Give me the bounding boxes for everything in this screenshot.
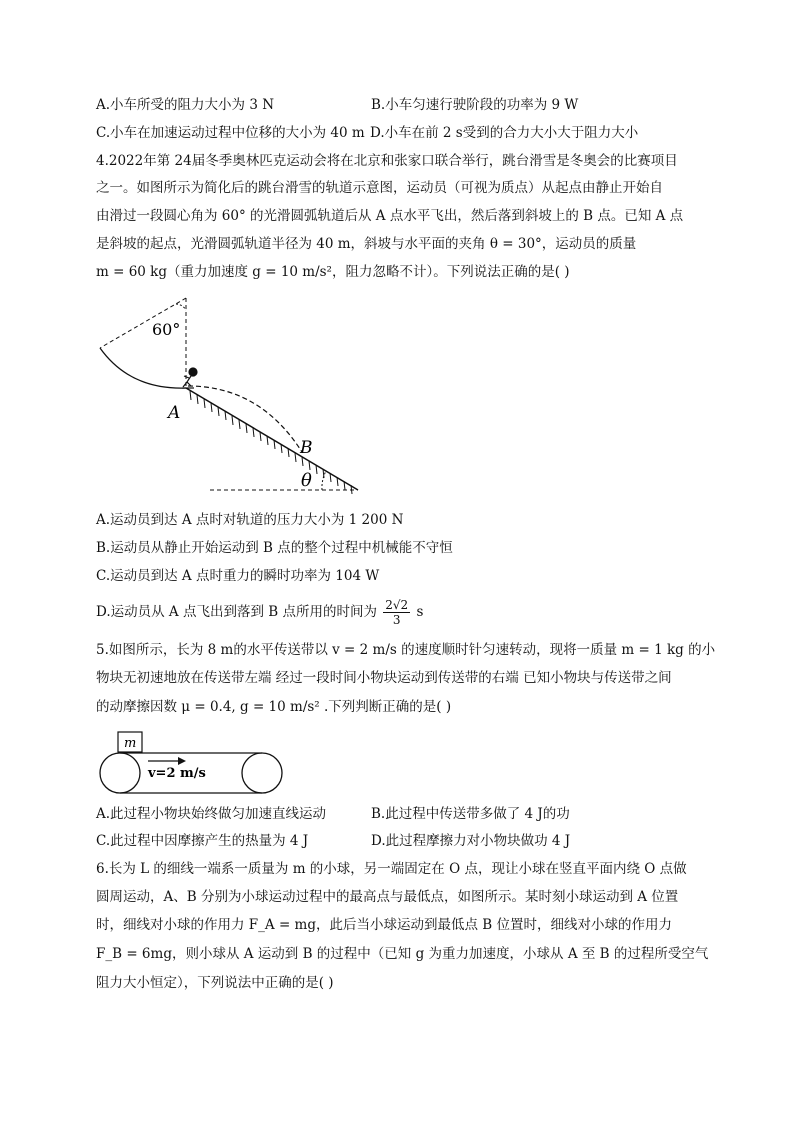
point-a-label: A: [168, 403, 181, 423]
skier-icon: [182, 368, 197, 388]
q4-option-d: [96, 598, 423, 627]
conveyor-belt-figure: [96, 728, 296, 798]
q4-stem-line-2: 之一。如图所示为简化后的跳台滑雪的轨道示意图，运动员（可视为质点）从起点由静止开始自: [96, 180, 663, 196]
point-b-label: B: [300, 438, 313, 458]
q6-stem-line-4: F_B = 6mg，则小球从 A 运动到 B 的过程中（已知 g 为重力加速度，小球从 A 至 B 的过程所受空气: [96, 946, 709, 962]
q5-stem-line-3: 的动摩擦因数 μ = 0.4, g = 10 m/s² .下列判断正确的是( ): [96, 699, 452, 715]
slope-hatching: [190, 391, 352, 494]
q6-stem-line-2: 圆周运动，A、B 分别为小球运动过程中的最高点与最低点，如图所示。某时刻小球运动到 A 位置: [96, 889, 679, 905]
slope-line: [186, 388, 358, 490]
q3-option-c: C.小车在加速运动过程中位移的大小为 40 m: [96, 125, 365, 141]
q5-option-d: D.此过程摩擦力对小物块做功 4 J: [371, 833, 571, 849]
q6-stem-line-1: 6.长为 L 的细线一端系一质量为 m 的小球，另一端固定在 O 点，现让小球在竖直平面内绕 O 点做: [96, 861, 687, 877]
q4-stem-line-4: 是斜坡的起点，光滑圆弧轨道半径为 40 m，斜坡与水平面的夹角 θ = 30°，运动员的质量: [96, 236, 637, 252]
q3-option-b: B.小车匀速行驶阶段的功率为 9 W: [371, 97, 579, 113]
theta-label: θ: [301, 470, 312, 491]
q3-option-a: A.小车所受的阻力大小为 3 N: [96, 97, 275, 113]
fraction-numerator: 2√2: [385, 598, 409, 612]
angle-60-label: 60°: [152, 320, 181, 339]
q6-stem-line-5: 阻力大小恒定），下列说法中正确的是( ): [96, 975, 334, 991]
time-fraction: [383, 598, 410, 627]
q5-stem-line-1: 5.如图所示，长为 8 m的水平传送带以 v = 2 m/s 的速度顺时针匀速转动，现将一质量 m = 1 kg 的小: [96, 642, 716, 658]
block-label: m: [124, 736, 137, 751]
q4-option-a: A.运动员到达 A 点时对轨道的压力大小为 1 200 N: [96, 512, 404, 528]
time-unit: s: [416, 604, 424, 620]
q5-option-a: A.此过程小物块始终做匀加速直线运动: [96, 806, 327, 822]
q4-stem-line-5: m = 60 kg（重力加速度 g = 10 m/s²，阻力忽略不计）。下列说法正确的是( ): [96, 264, 570, 280]
q5-option-b: B.此过程中传送带多做了 4 J的功: [371, 806, 570, 822]
fraction-denominator: 3: [392, 613, 401, 627]
trajectory-dashed-curve: [188, 386, 302, 452]
left-pulley: [100, 753, 140, 793]
arc-track: [100, 348, 186, 388]
q4-stem-line-3: 由滑过一段圆心角为 60° 的光滑圆弧轨道后从 A 点水平飞出，然后落到斜坡上的 B 点。已知 A 点: [96, 208, 684, 224]
q4-option-b: B.运动员从静止开始运动到 B 点的整个过程中机械能不守恒: [96, 540, 453, 556]
q4-option-c: C.运动员到达 A 点时重力的瞬时功率为 104 W: [96, 568, 380, 584]
right-pulley: [242, 753, 282, 793]
q5-stem-line-2: 物块无初速地放在传送带左端 经过一段时间小物块运动到传送带的右端 已知小物块与传送带之间: [96, 670, 672, 686]
q4-stem-line-1: 4.2022年第 24届冬季奥林匹克运动会将在北京和张家口联合举行，跳台滑雪是冬奥会的比赛项目: [96, 153, 678, 169]
q4-option-d-text: D.运动员从 A 点飞出到落到 B 点所用的时间为: [96, 604, 377, 620]
ski-jump-figure: [90, 290, 370, 505]
q5-option-c: C.此过程中因摩擦产生的热量为 4 J: [96, 833, 309, 849]
velocity-label: v=2 m/s: [148, 766, 206, 781]
q6-stem-line-3: 时，细线对小球的作用力 F_A = mg，此后当小球运动到最低点 B 位置时，细线对小球的作用力: [96, 917, 672, 933]
q3-option-d: D.小车在前 2 s受到的合力大小大于阻力大小: [370, 125, 639, 141]
